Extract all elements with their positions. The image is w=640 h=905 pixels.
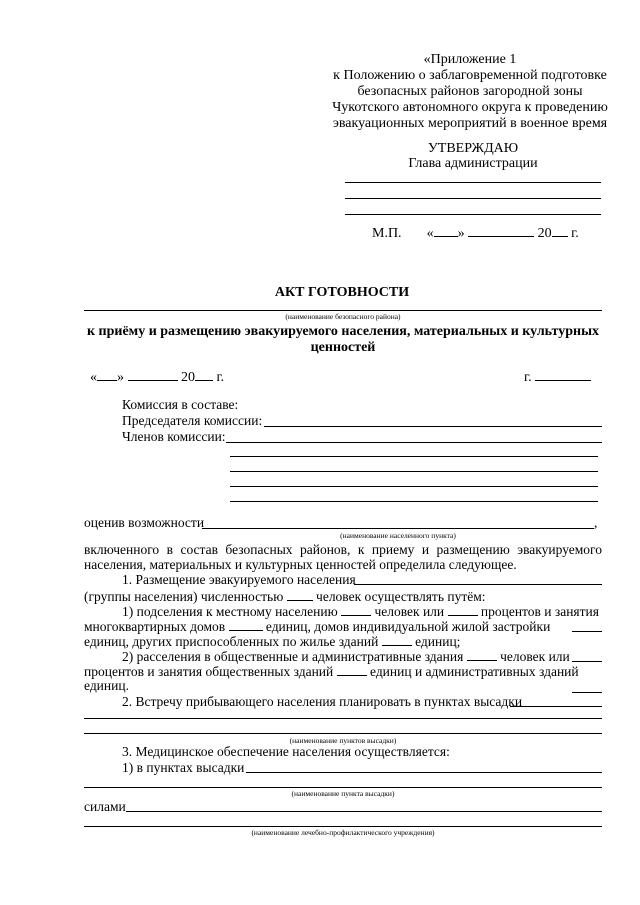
section-3-heading: 3. Медицинское обеспечение населения осуществляется: xyxy=(122,744,450,759)
approval-signature-line-2 xyxy=(345,198,601,199)
act-year-field[interactable] xyxy=(195,368,213,381)
approval-title: УТВЕРЖДАЮ xyxy=(427,141,519,156)
section-1-2-row: 2) расселения в общественные и административные здания человек или xyxy=(122,648,602,664)
landing-points-field-1[interactable] xyxy=(510,706,602,707)
public-percent-field[interactable] xyxy=(572,649,602,662)
appendix-line-3: безопасных районов загородной зоны xyxy=(357,84,583,99)
population-count-field[interactable] xyxy=(287,588,313,601)
medical-institution-field-1[interactable] xyxy=(126,811,602,812)
public-people-field[interactable] xyxy=(467,648,497,661)
commission-chairman-label: Председателя комиссии: xyxy=(122,413,263,428)
district-name-caption: (наименование безопасного района) xyxy=(285,312,401,321)
act-city-field[interactable] xyxy=(535,368,591,381)
section-2-heading: 2. Встречу прибывающего населения планировать в пунктах высадки xyxy=(122,694,523,709)
landing-points-caption: (наименование пунктов высадки) xyxy=(289,736,397,745)
section-1-1-row-3: единиц, других приспособленных по жилье зданий единиц; xyxy=(84,634,461,649)
landing-points-field-2[interactable] xyxy=(84,718,602,719)
commission-member-field-3[interactable] xyxy=(230,471,598,472)
approval-day-field[interactable] xyxy=(434,224,458,237)
medical-institution-field-2[interactable] xyxy=(84,826,602,827)
act-subtitle-line-2: ценностей xyxy=(310,340,376,355)
section-1-1-row: 1) подселения к местному населению человек или процентов и занятия xyxy=(122,604,599,619)
act-day-field[interactable] xyxy=(97,368,117,381)
comma: , xyxy=(594,515,598,530)
medical-institution-caption: (наименование лечебно-профилактического учреждения) xyxy=(251,828,435,837)
act-title: АКТ ГОТОВНОСТИ xyxy=(274,285,410,300)
admin-buildings-field[interactable] xyxy=(572,680,602,693)
section-1-2-row-2: процентов и занятия общественных зданий единиц и административных зданий xyxy=(84,663,602,693)
appendix-line-4: Чукотского автономного округа к проведению xyxy=(332,100,608,115)
act-city-row: г. xyxy=(524,368,591,386)
approval-year-field[interactable] xyxy=(552,224,568,237)
appendix-line-1: «Приложение 1 xyxy=(423,52,517,67)
included-line-2: населения, материальных и культурных ценностей определила следующее. xyxy=(84,557,517,572)
section-1-field[interactable] xyxy=(354,584,602,585)
appendix-line-5: эвакуационных мероприятий в военное время xyxy=(332,116,608,131)
private-houses-field[interactable] xyxy=(572,619,602,632)
stamp-label: М.П. xyxy=(372,226,402,241)
section-1-2-row-3: единиц. xyxy=(84,678,129,693)
public-buildings-field[interactable] xyxy=(337,663,367,676)
act-subtitle-line-1: к приёму и размещению эвакуируемого населения, материальных и культурных xyxy=(86,324,600,339)
assessed-label: оценив возможности xyxy=(84,515,205,530)
settlement-name-field[interactable] xyxy=(202,528,594,529)
section-3-1-label: 1) в пунктах высадки xyxy=(122,760,245,775)
approval-subtitle: Глава администрации xyxy=(408,156,538,171)
approval-date-row: М.П. « » 20 г. xyxy=(372,226,579,241)
approval-month-field[interactable] xyxy=(468,224,534,237)
section-1-1-row-2: многоквартирных домов единиц, домов индивидуальной жилой застройки xyxy=(84,618,602,634)
settlement-name-caption: (наименование населенного пункта) xyxy=(340,531,456,540)
included-line-1: включенного в состав безопасных районов, к приему и размещению эвакуируемого xyxy=(84,542,602,557)
cohabit-percent-field[interactable] xyxy=(448,603,478,616)
commission-members-label: Членов комиссии: xyxy=(122,429,226,444)
other-buildings-field[interactable] xyxy=(382,633,412,646)
commission-composition: Комиссия в составе: xyxy=(122,397,239,412)
act-date-row: « » 20 г. xyxy=(90,370,225,385)
approval-signature-line-3 xyxy=(345,214,601,215)
approval-signature-line-1 xyxy=(345,182,601,183)
section-1-heading: 1. Размещение эвакуируемого населения xyxy=(122,572,356,587)
landing-point-field-1[interactable] xyxy=(246,772,602,773)
forces-label: силами xyxy=(84,799,126,814)
landing-points-field-3[interactable] xyxy=(84,733,602,734)
apartment-buildings-field[interactable] xyxy=(229,618,263,631)
district-name-line[interactable] xyxy=(84,310,602,311)
commission-chairman-field[interactable] xyxy=(264,426,602,427)
landing-point-caption: (наименование пункта высадки) xyxy=(291,789,395,798)
commission-member-field-1[interactable] xyxy=(226,442,602,443)
commission-member-field-5[interactable] xyxy=(230,501,598,502)
commission-member-field-2[interactable] xyxy=(230,456,598,457)
section-1-group-row: (группы населения) численностью человек осуществлять путём: xyxy=(84,589,486,604)
appendix-line-2: к Положению о заблаговременной подготовке xyxy=(333,68,607,83)
commission-member-field-4[interactable] xyxy=(230,486,598,487)
act-month-field[interactable] xyxy=(128,368,178,381)
cohabit-people-field[interactable] xyxy=(341,603,371,616)
landing-point-field-2[interactable] xyxy=(84,787,602,788)
